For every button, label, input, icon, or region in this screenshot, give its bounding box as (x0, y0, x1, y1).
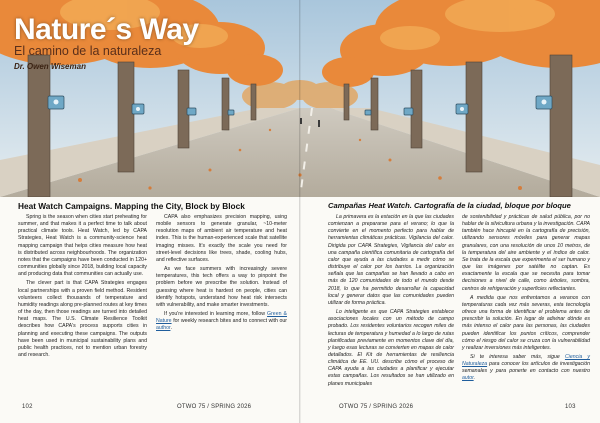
right-column-2 (462, 214, 590, 385)
green-nature-link[interactable]: Green & Nature (156, 311, 287, 325)
column-title: Nature´s Way (14, 13, 199, 46)
paragraph: Spring is the season when cities start preheating for summer, and that makes it a perfect time to talk about practical climate tools. Heat Watch, led by CAPA Strategies, Heat Watch is a community-science heat mapping campaign that helps cities measure how heat is distributed across neighbourhoods. The organization notes that the campaigns have been conducted in 120+ communities globally since 2018, building local capacity and producing data that communities can actually use. (18, 214, 147, 278)
article-headline-en: Heat Watch Campaigns. Mapping the City, Block by Block (18, 201, 245, 211)
right-column-1 (328, 214, 454, 390)
article-headline-es: Campañas Heat Watch. Cartografía de la ciudad, bloque por bloque (328, 201, 571, 210)
right-page (301, 197, 600, 423)
paragraph: Lo inteligente es que CAPA Strategies establece asociaciones locales con un método de campo probado. Los residentes voluntarios recogen miles de lecturas de temperatura y humedad a lo largo de rutas planificadas previamente en momentos clave del día, y luego esas lecturas se convierten en mapas de calor detallados. El Kit de herramientas de resiliencia climática de EE. UU. describe cómo el proceso de CAPA ayuda a las ciudades a planificar y ejecutar estas campañas. Los resultados se han utilizado en planes municipales (328, 309, 454, 387)
left-column-2 (156, 214, 287, 335)
left-column-1 (18, 214, 147, 361)
page-number-right: 103 (565, 404, 576, 410)
paragraph: As we face summers with increasingly severe temperatures, this tech offers a way to pinpoint the problem before we prescribe the solution. Instead of guessing where heat is hardest on people, cities can identify hotspots, understand how heat risk intersects with vulnerability, and make smarter investments. (156, 266, 287, 308)
paragraph: A medida que nos enfrentamos a veranos con temperaturas cada vez más severas, esta tecnología ofrece una forma de identificar el problema antes de prescribir la solución. En lugar de adivinar dónde es más intenso el calor para las personas, las ciudades pueden identificar los puntos críticos, comprender cómo el riesgo del calor se cruza con la vulnerabilidad y realizar inversiones más inteligentes. (462, 294, 590, 351)
masthead (14, 14, 204, 71)
column-subtitle: El camino de la naturaleza (14, 44, 162, 58)
issue-label-right: OTWO 75 / SPRING 2026 (339, 404, 414, 410)
closing-paragraph: If you're interested in learning more, follow Green & Nature for weekly research bites and to connect with our author. (156, 311, 287, 332)
ciencia-naturaleza-link[interactable]: Ciencia y Naturaleza (462, 353, 590, 368)
paragraph: CAPA also emphasizes precision mapping, using mobile sensors to generate granular, ~10-meter resolution maps of ambient air temperature and heat index. This is the human-experienced scale that satellite imaging misses. It's exactly the scale you need for street-level decisions like trees, shade, cooling hubs, and reflective surfaces. (156, 214, 287, 263)
paragraph: La primavera es la estación en la que las ciudades comienzan a prepararse para el verano; lo que la convierte en el momento perfecto para hablar de herramientas climáticas prácticas. Vigilancia del calor. Dirigida por CAPA Strategies, Vigilancia del calor es una campaña científica comunitaria de cartografía del calor que ayuda a las ciudades a medir cómo se distribuye el calor por los barrios. La organización señala que las campañas se han llevado a cabo en más de 120 comunidades de todo el mundo desde 2018, lo que ha permitido desarrollar la capacidad local y generar datos que las comunidades pueden utilizar de forma práctica. (328, 214, 454, 306)
page-number-left: 102 (22, 404, 33, 410)
paragraph: de sostenibilidad y prácticas de salud pública, por no hablar de la silvicultura urbana y la investigación. CAPA también hace hincapié en la cartografía de precisión, utilizando sensores móviles para generar mapas granulares, con una resolución de unos 10 metros, de la temperatura del aire ambiente y el índice de calor. Se trata de la escala que experimenta el ser humano y que las imágenes por satélite no captan. Es exactamente la escala que se necesita para tomar decisiones a nivel de calle, como árboles, sombra, centros de refrigeración y superficies reflectantes. (462, 214, 590, 292)
closing-paragraph: Si te interesa saber más, sigue Ciencia y Naturaleza para conocer los artículos de investigación semanales y para ponerte en contacto con nuestro autor. (462, 353, 590, 382)
autor-link[interactable]: autor (462, 375, 474, 382)
paragraph: The clever part is that CAPA Strategies engages local partnerships with a proven field method. Resident volunteers collect thousands of temperature and humidity readings along pre-planned routes at key times of the day, then those readings are turned into detailed heat maps. The U.S. Climate Resilience Toolkit describes how CAPA's process supports cities in planning and executing these campaigns. The outputs have been used in municipal sustainability plans and public health practices, not to mention urban forestry and research. (18, 280, 147, 358)
issue-label-left: OTWO 75 / SPRING 2026 (177, 404, 252, 410)
author-link[interactable]: author (156, 325, 171, 332)
left-page (0, 197, 299, 423)
author-byline: Dr. Owen Wiseman (14, 62, 86, 71)
